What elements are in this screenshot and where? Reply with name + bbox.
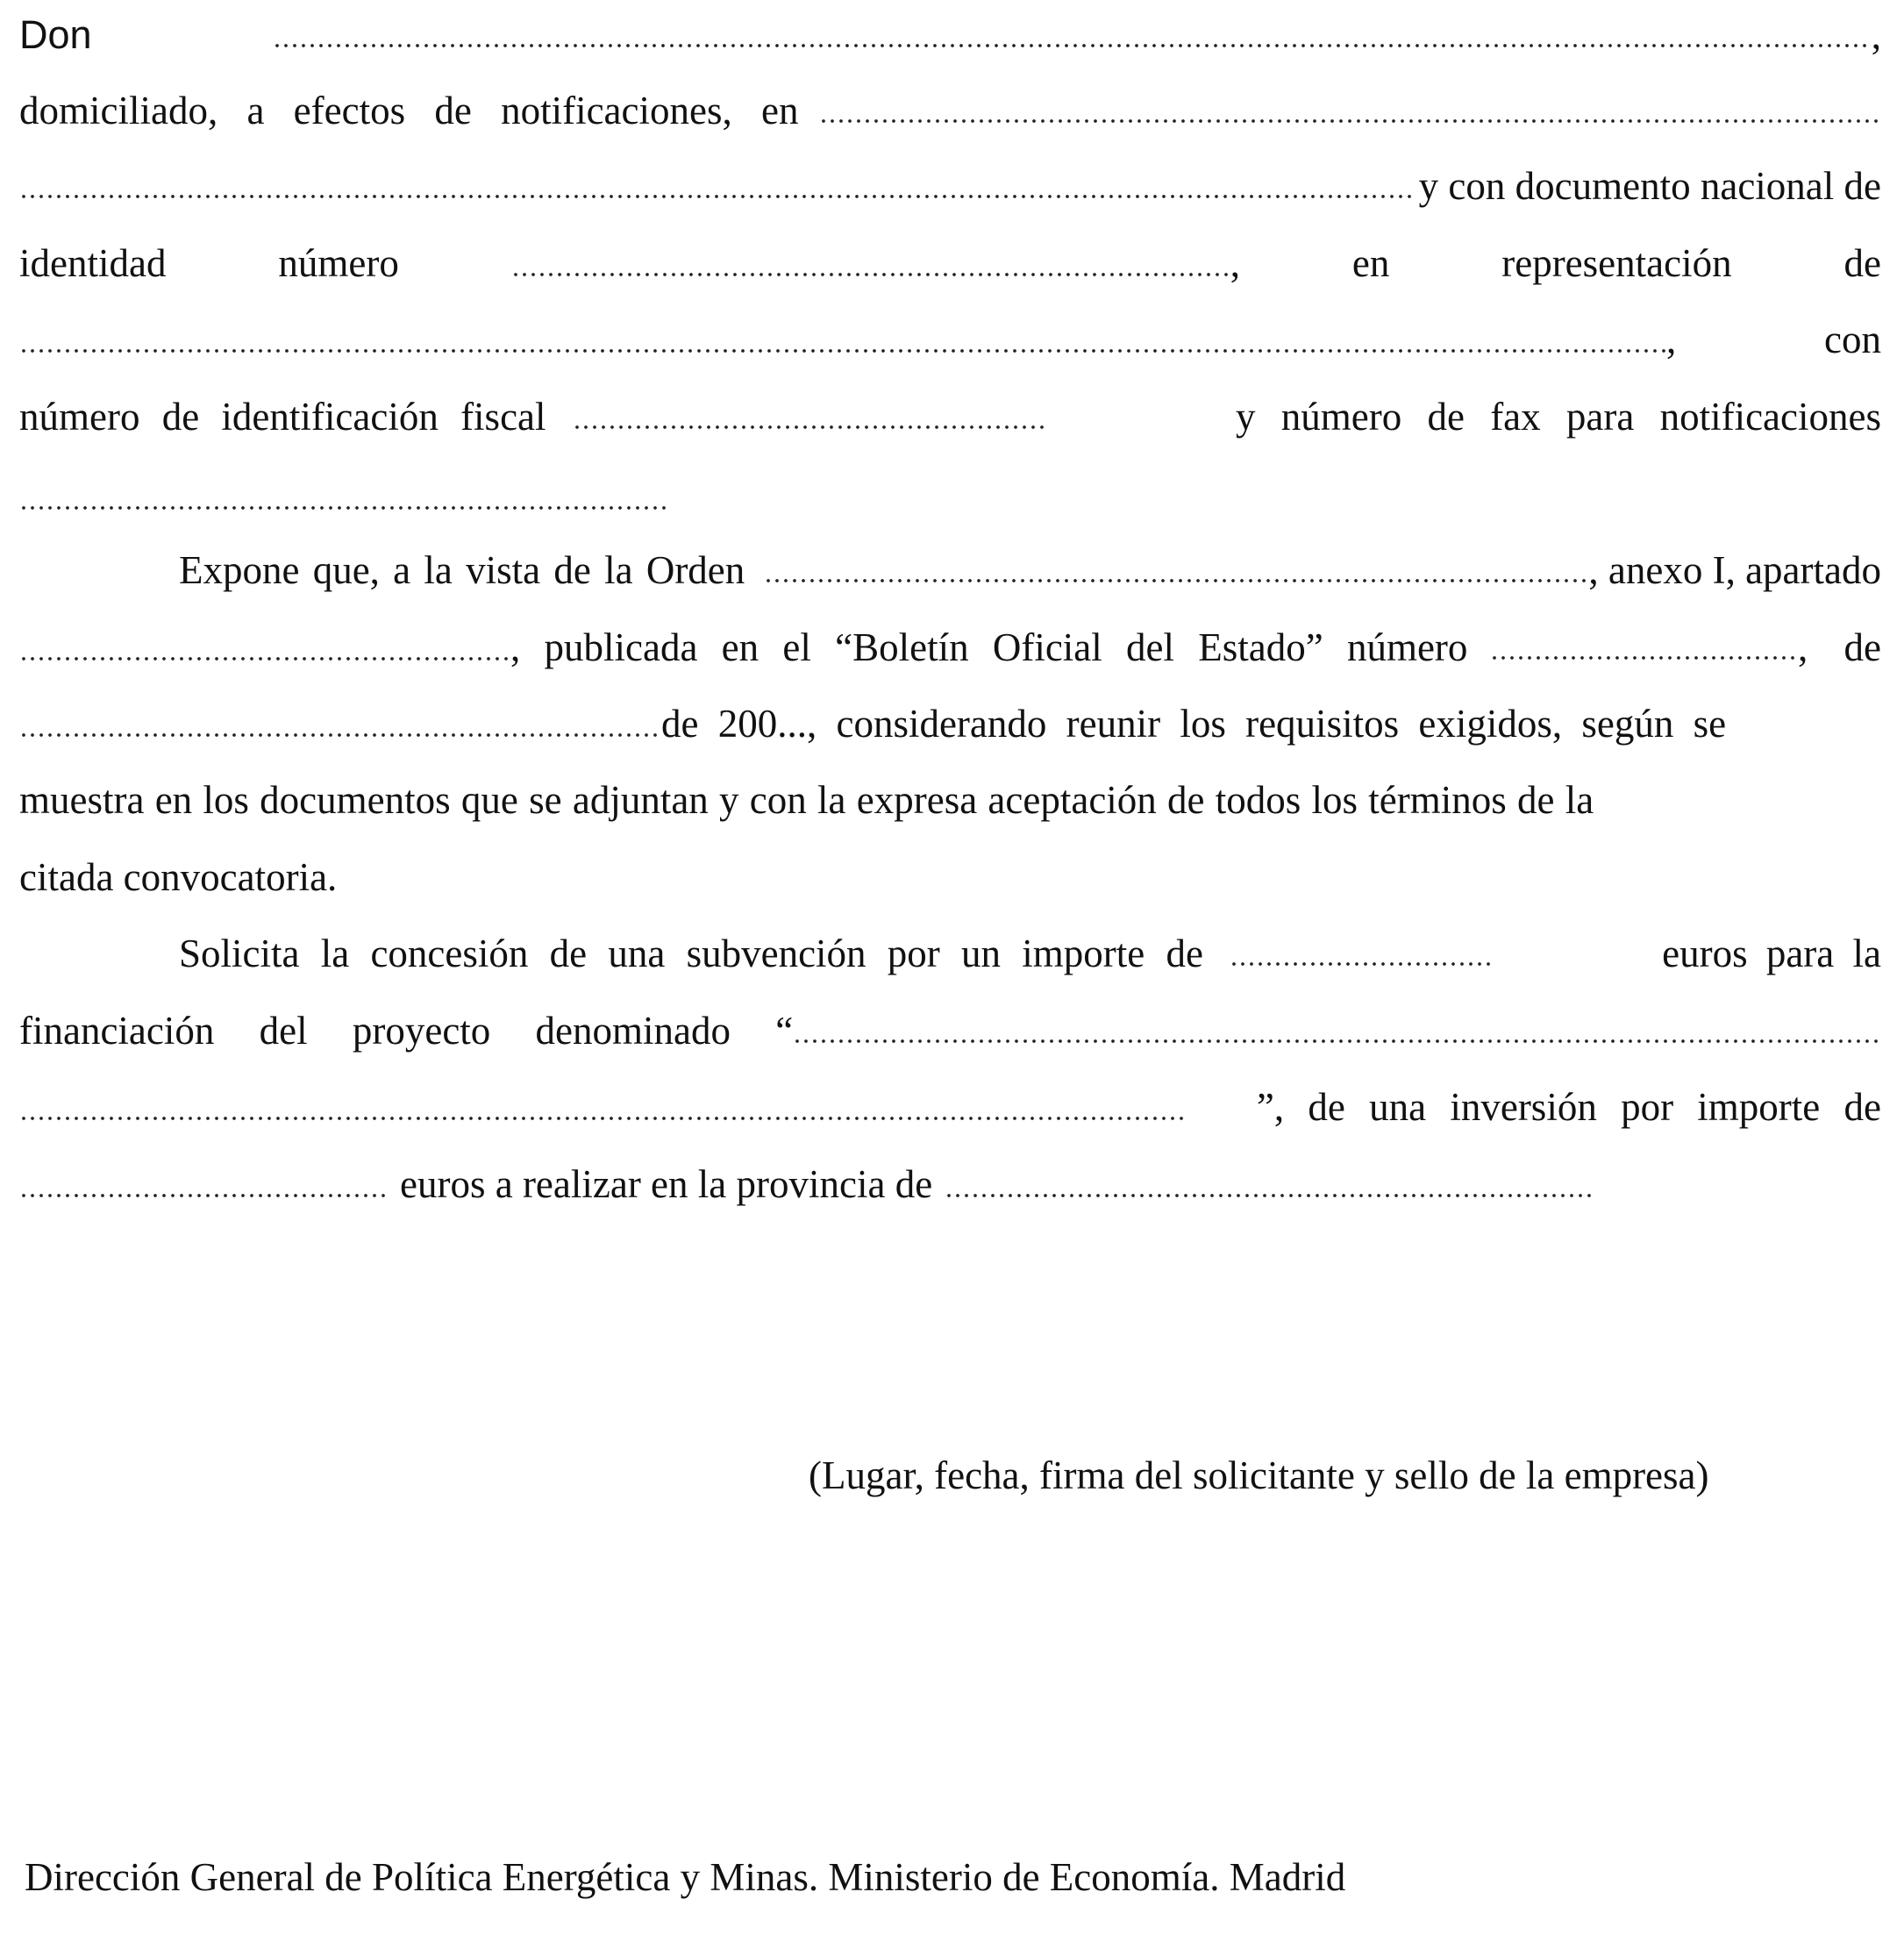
- word-identidad: identidad: [19, 241, 167, 285]
- label-anexo: , anexo I, apartado: [1588, 548, 1881, 592]
- footer-text: Dirección General de Política Energética y Minas. Ministerio de Economía. Madrid: [25, 1855, 1346, 1899]
- line-don: [19, 9, 1881, 61]
- line-fax: [19, 468, 1881, 520]
- line-domicilio: [19, 84, 1881, 137]
- field-importe-inversion[interactable]: [19, 1194, 388, 1197]
- footer-line: [19, 1851, 1881, 1903]
- field-proyecto[interactable]: [793, 1039, 1881, 1043]
- line-identidad: [19, 237, 1881, 289]
- field-boe-numero[interactable]: [1490, 656, 1798, 660]
- line-representacion: [19, 313, 1881, 366]
- field-fecha[interactable]: [19, 733, 661, 737]
- line-expone: [19, 544, 1881, 596]
- label-dni: y con documento nacional de: [1418, 164, 1881, 208]
- line-citada: [19, 851, 1881, 903]
- field-apartado[interactable]: [19, 657, 510, 660]
- word-representacion: representación: [1501, 241, 1732, 285]
- signature-note: (Lugar, fecha, firma del solicitante y sello de la empresa): [809, 1453, 1709, 1497]
- line-nif: [19, 390, 1881, 443]
- label-nif: número de identificación fiscal: [19, 395, 546, 439]
- comma: ,: [1666, 318, 1677, 361]
- word-de: de: [1843, 241, 1881, 285]
- line-muestra: [19, 774, 1881, 826]
- line-fecha: [19, 697, 1881, 750]
- field-representado[interactable]: [19, 349, 1666, 353]
- label-expone: Expone que, a la vista de la Orden: [179, 548, 745, 592]
- label-don: Don: [19, 12, 92, 57]
- field-fax[interactable]: [19, 506, 668, 510]
- field-proyecto-cont[interactable]: [19, 1117, 1186, 1120]
- label-solicita: Solicita la concesión de una subvención por un importe de: [179, 932, 1203, 975]
- field-nif[interactable]: [573, 425, 1046, 429]
- label-muestra: muestra en los documentos que se adjuntan y con la expresa aceptación de todos los términos de la: [19, 778, 1594, 822]
- label-de: , de: [1798, 625, 1881, 669]
- label-financiacion: financiación del proyecto denominado “: [19, 1009, 794, 1053]
- word-en: en: [1351, 241, 1390, 285]
- label-fax: y número de fax para notificaciones: [1236, 395, 1881, 439]
- line-inversion: [19, 1081, 1881, 1133]
- label-provincia: euros a realizar en la provincia de: [400, 1162, 933, 1206]
- line-financiacion: [19, 1004, 1881, 1057]
- line-solicita: [19, 927, 1881, 980]
- comma: ,: [1871, 13, 1881, 57]
- line-dni: [19, 160, 1881, 212]
- line-publicada: [19, 621, 1881, 674]
- field-importe-subvencion[interactable]: [1230, 962, 1493, 966]
- signature-line: [19, 1449, 1881, 1502]
- label-inversion: ”, de una inversión por importe de: [1256, 1085, 1881, 1129]
- field-domicilio[interactable]: [819, 119, 1881, 123]
- line-provincia: [19, 1158, 1881, 1210]
- label-publicada: , publicada en el “Boletín Oficial del Estado” número: [510, 625, 1468, 669]
- field-provincia[interactable]: [945, 1194, 1595, 1197]
- word-con: con: [1824, 318, 1881, 361]
- word-numero: número: [278, 241, 399, 285]
- label-domiciliado: domiciliado, a efectos de notificaciones, en: [19, 89, 799, 132]
- field-name[interactable]: [273, 44, 1872, 47]
- label-citada: citada convocatoria.: [19, 855, 338, 899]
- label-euros-para: euros para la: [1662, 932, 1881, 975]
- comma: ,: [1230, 241, 1240, 285]
- field-orden[interactable]: [764, 579, 1588, 582]
- field-dni[interactable]: [511, 273, 1230, 276]
- field-domicilio-cont[interactable]: [19, 195, 1412, 198]
- label-considerando: de 200..., considerando reunir los requisitos exigidos, según se: [661, 702, 1727, 746]
